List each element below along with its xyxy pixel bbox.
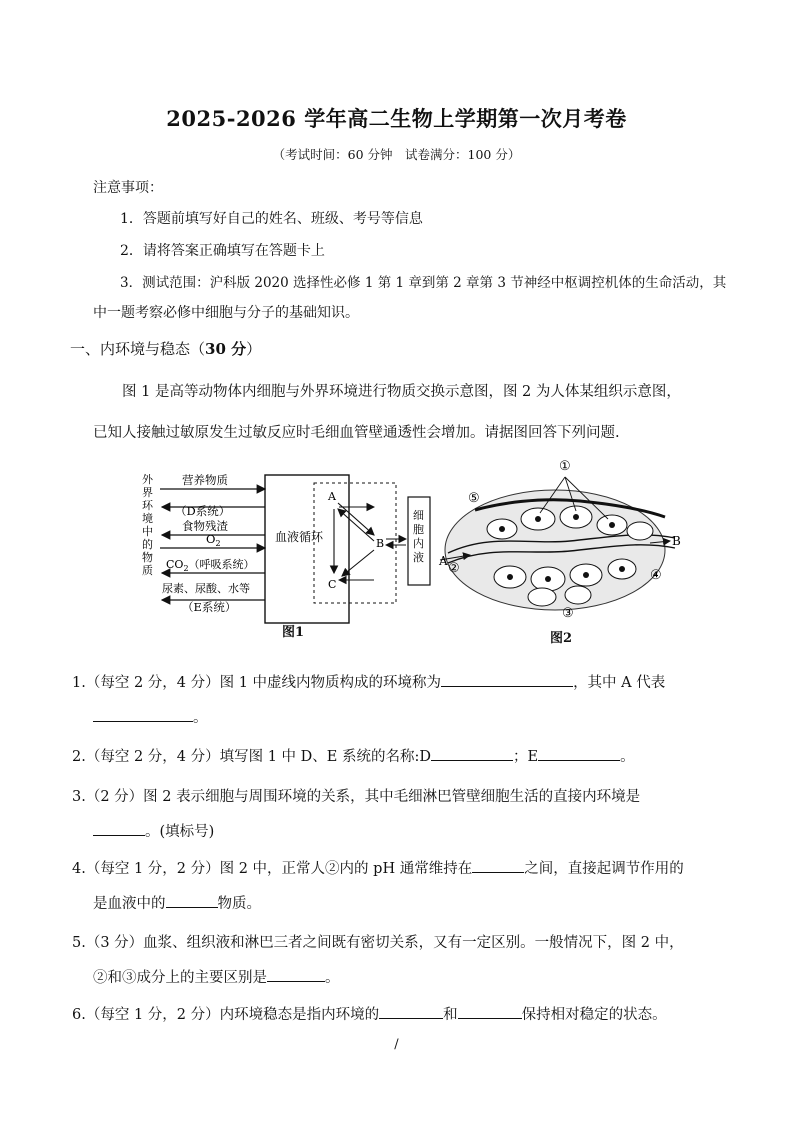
section-heading	[70, 338, 261, 359]
blood-circulation-box	[265, 475, 349, 623]
q2-text-b: ；E	[513, 749, 539, 765]
excretion-label: 尿素、尿酸、水等	[162, 582, 250, 595]
fig2-marker-5: ⑤	[468, 491, 480, 506]
q1-blank-2[interactable]	[93, 706, 193, 722]
o2-text: O	[206, 532, 216, 546]
q5-text-c: 。	[325, 970, 340, 986]
q3-blank[interactable]	[93, 820, 145, 836]
node-a-label: A	[328, 490, 336, 503]
q2-text-c: 。	[620, 749, 635, 765]
node-c-label: C	[328, 578, 337, 591]
q2-text-a: 2.（每空 2 分，4 分）填写图 1 中 D、E 系统的名称:D	[72, 749, 431, 765]
intro-line-2: 已知人接触过敏原发生过敏反应时毛细血管壁通透性会增加。请据图回答下列问题.	[93, 425, 620, 441]
q4-text-c: 是血液中的	[93, 896, 166, 912]
food-residue-label: 食物残渣	[182, 519, 228, 533]
q6-text-a: 6.（每空 1 分，2 分）内环境稳态是指内环境的	[72, 1007, 380, 1023]
q4-text-d: 物质。	[217, 896, 261, 912]
q1-blank-1[interactable]	[441, 671, 573, 687]
e-system-label: （E系统）	[182, 600, 237, 614]
co2-label	[166, 557, 255, 573]
section-heading-text: 一、内环境与稳态（	[70, 340, 206, 358]
figures	[130, 455, 690, 650]
notice-item-1: 1．答题前填写好自己的姓名、班级、考号等信息	[120, 211, 423, 227]
figure-2-label: 图2	[550, 631, 573, 646]
q2-blank-e[interactable]	[538, 745, 620, 761]
q1-text-a: 1.（每空 2 分，4 分）图 1 中虚线内物质构成的环境称为	[72, 675, 442, 691]
q5-text-b: ②和③成分上的主要区别是	[93, 970, 267, 986]
question-2	[72, 745, 635, 766]
figure-1-diagram	[130, 455, 690, 650]
q6-text-c: 保持相对稳定的状态。	[521, 1007, 667, 1023]
intro-line-1: 图 1 是高等动物体内细胞与外界环境进行物质交换示意图，图 2 为人体某组织示意图，	[122, 384, 681, 400]
section-score: 30 分	[205, 340, 247, 358]
q4-blank-1[interactable]	[472, 857, 524, 873]
question-4-cont	[93, 892, 261, 913]
exam-title: 2025-2026 学年高二生物上学期第一次月考卷	[166, 106, 627, 131]
q6-blank-2[interactable]	[458, 1003, 522, 1019]
co2-subscript: 2	[183, 564, 189, 573]
notice-item-3-line1: 3．测试范围：沪科版 2020 选择性必修 1 第 1 章到第 2 章第 3 节神经中枢调控机体的生命活动，其	[120, 275, 727, 291]
q4-blank-2[interactable]	[166, 892, 218, 908]
co2-rest: （呼吸系统）	[188, 558, 255, 571]
blood-circulation-label: 血液循环	[275, 530, 324, 544]
node-b-label: B	[376, 537, 385, 550]
d-system-label: （D系统）	[175, 504, 231, 518]
q6-blank-1[interactable]	[379, 1003, 443, 1019]
notice-heading: 注意事项：	[93, 180, 163, 196]
fig2-marker-1: ①	[559, 459, 571, 474]
q3-text-b: 。(填标号)	[145, 824, 215, 840]
q5-blank[interactable]	[267, 966, 325, 982]
question-6	[72, 1003, 667, 1024]
q1-text-b: ，其中 A 代表	[573, 675, 666, 691]
q6-text-b: 和	[443, 1007, 458, 1023]
question-5-cont	[93, 966, 340, 987]
exam-subtitle: （考试时间：60 分钟 试卷满分：100 分）	[272, 147, 521, 162]
question-1-cont	[93, 706, 208, 727]
figure-1-label: 图1	[282, 625, 305, 640]
q1-text-c: 。	[193, 710, 208, 726]
q4-text-a: 4.（每空 1 分，2 分）图 2 中，正常人②内的 pH 通常维持在	[72, 861, 473, 877]
q4-text-b: 之间，直接起调节作用的	[524, 861, 684, 877]
question-1	[72, 671, 665, 692]
page-number: /	[394, 1037, 399, 1052]
section-heading-close: ）	[246, 340, 262, 358]
question-3: 3.（2 分）图 2 表示细胞与周围环境的关系，其中毛细淋巴管壁细胞生活的直接内环境是	[72, 789, 641, 805]
co2-text: CO	[166, 558, 184, 571]
notice-item-3-line2: 中一题考察必修中细胞与分子的基础知识。	[93, 305, 359, 321]
fig2-end-b: B	[672, 534, 681, 548]
q2-blank-d[interactable]	[431, 745, 513, 761]
notice-item-2: 2．请将答案正确填写在答题卡上	[120, 243, 325, 259]
nutrients-label: 营养物质	[182, 473, 228, 487]
fig2-marker-4: ④	[650, 568, 662, 583]
question-3-cont	[93, 820, 214, 841]
question-5: 5.（3 分）血浆、组织液和淋巴三者之间既有密切关系，又有一定区别。一般情况下，图 2 中，	[72, 935, 684, 951]
fig2-end-a: A	[439, 554, 448, 568]
question-4	[72, 857, 684, 878]
outer-env-label: 外界环境中的物质	[142, 473, 153, 577]
fig2-marker-3: ③	[562, 606, 574, 621]
cell-fluid-label: 细胞内液	[413, 509, 424, 564]
fig2-marker-2: ②	[448, 561, 460, 576]
o2-subscript: 2	[215, 539, 221, 548]
